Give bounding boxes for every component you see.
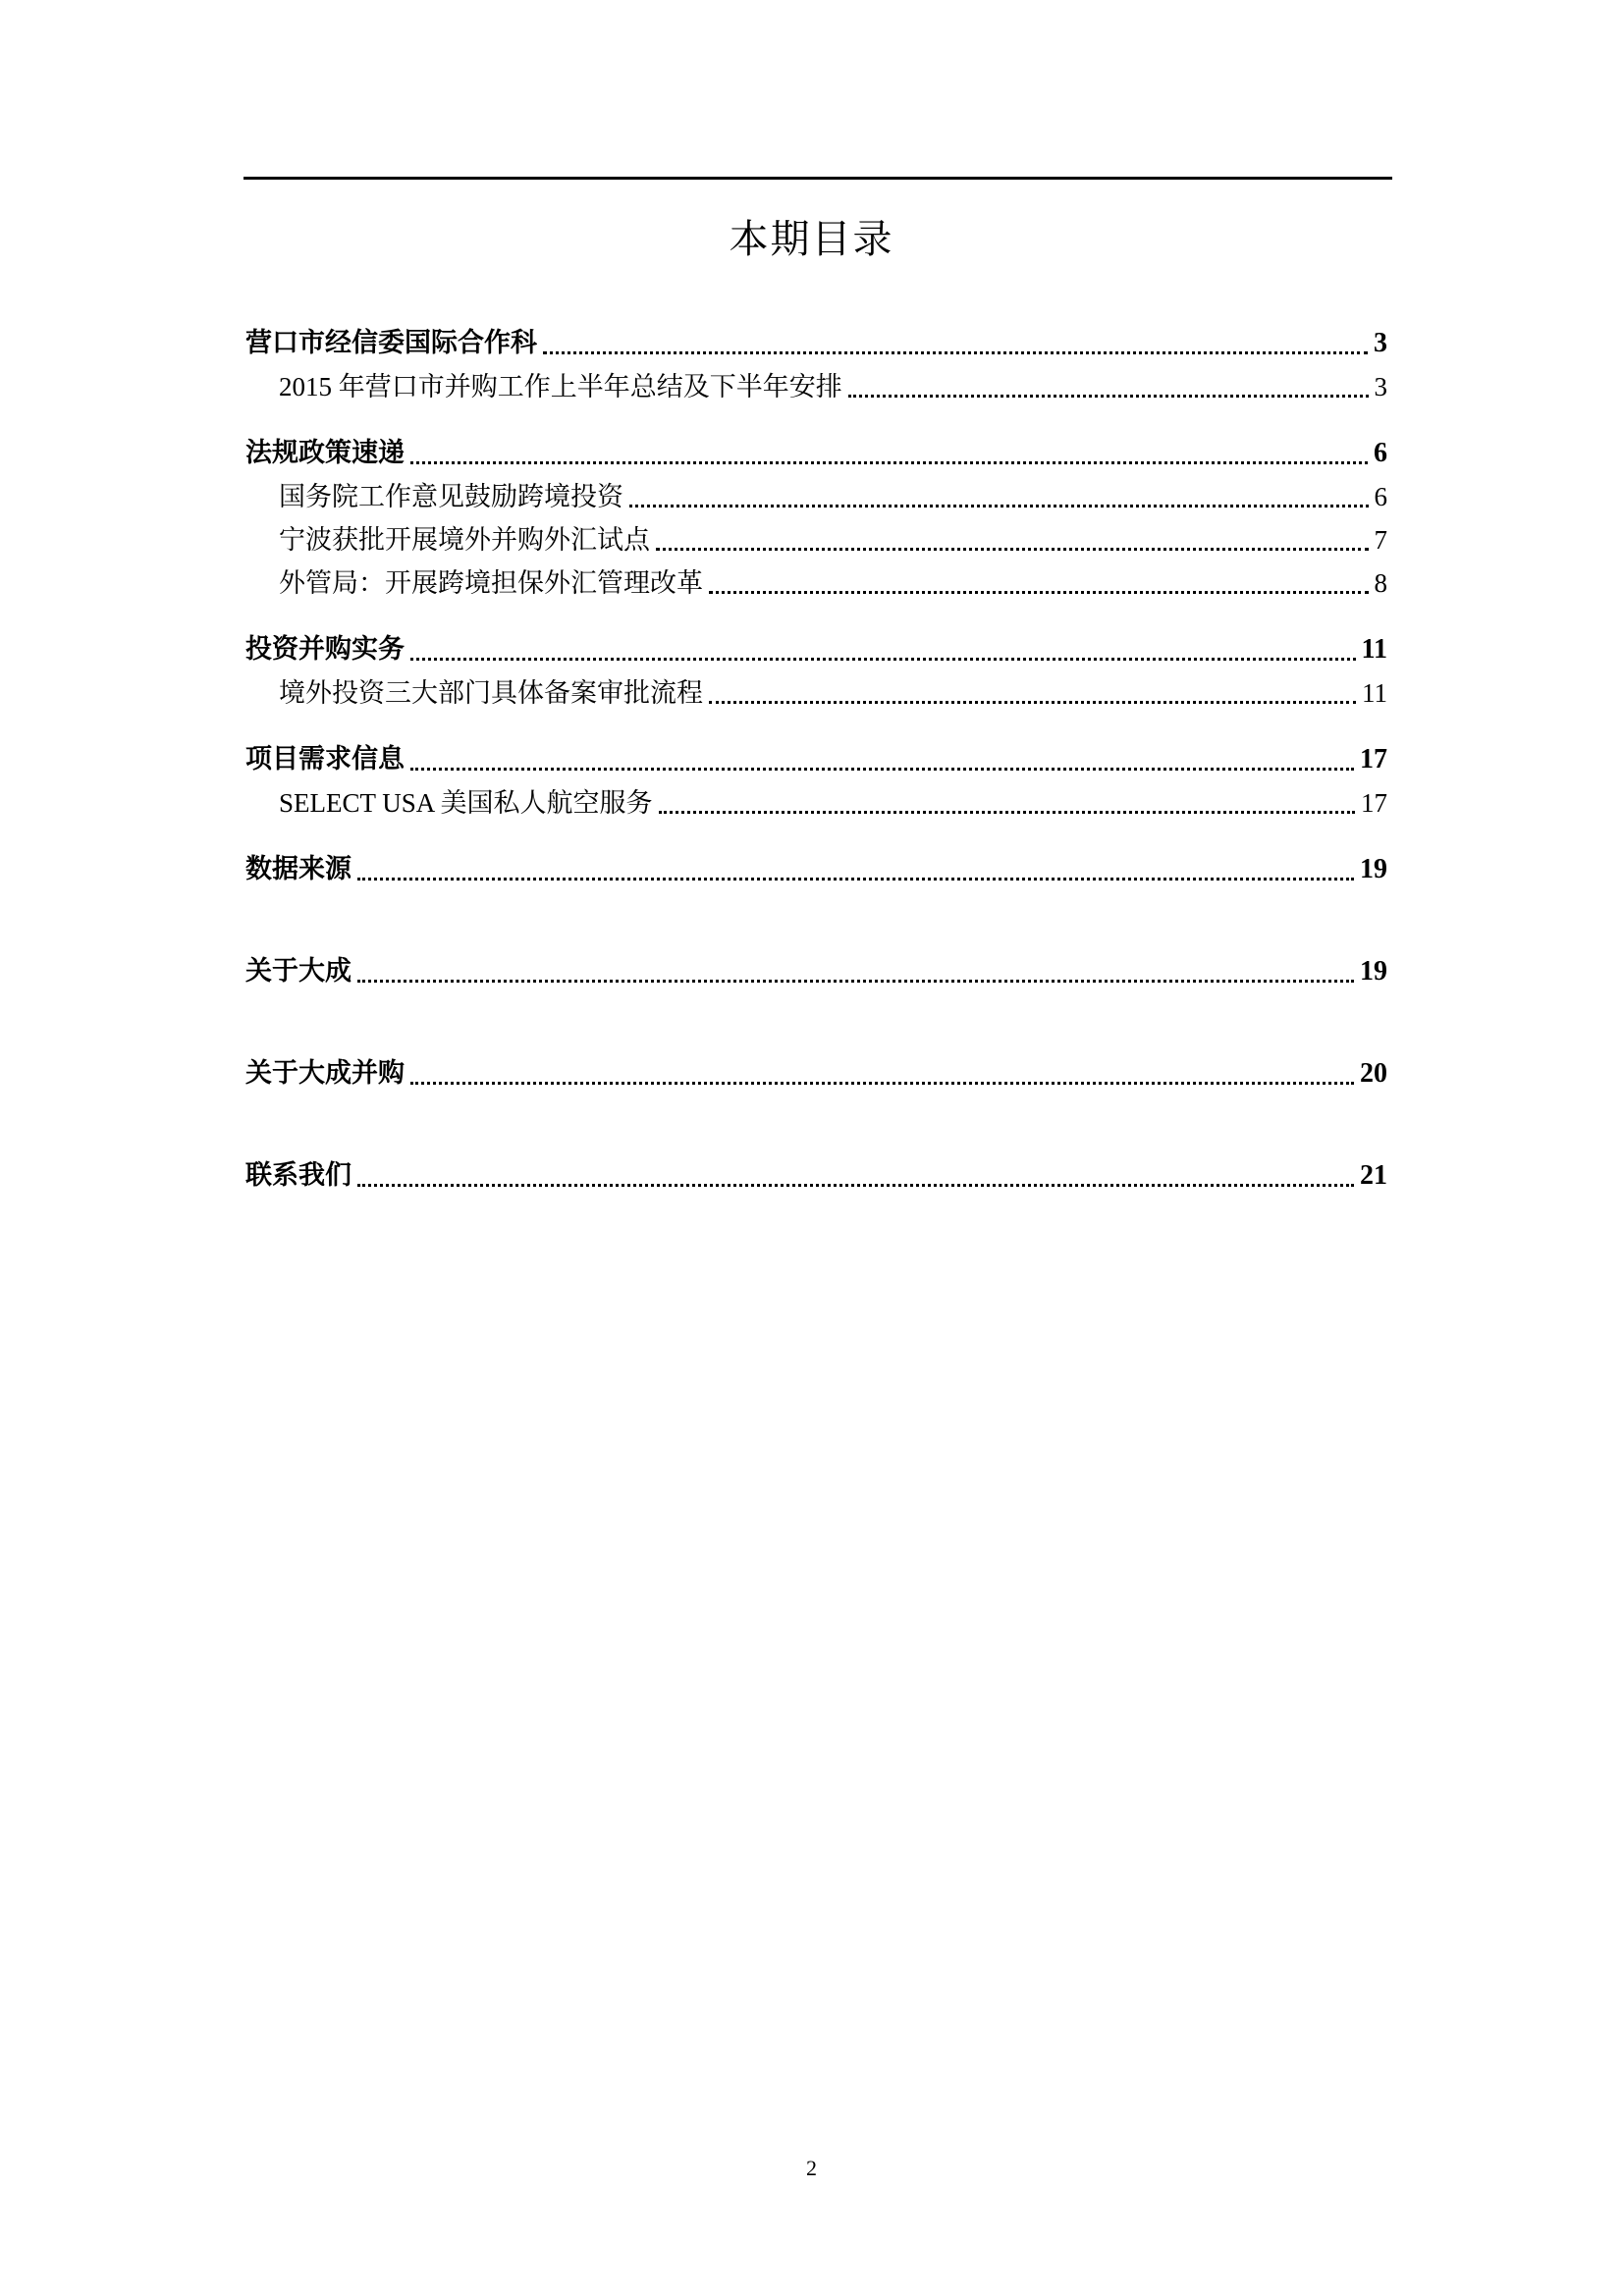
dot-leader — [656, 548, 1369, 551]
toc-section — [245, 1052, 1387, 1095]
page-number: 2 — [806, 2156, 817, 2180]
toc-section — [245, 738, 1387, 825]
toc-subentry-title: SELECT USA 美国私人航空服务 — [279, 788, 653, 818]
toc-subentry[interactable] — [245, 671, 1387, 715]
toc-subentry[interactable] — [245, 365, 1387, 408]
header-rule — [243, 177, 1392, 180]
toc-entry-title: 数据来源 — [245, 854, 352, 884]
toc-entry-title: 营口市经信委国际合作科 — [245, 328, 537, 358]
toc-entry-title: 项目需求信息 — [245, 744, 405, 774]
toc-subentry-title: 外管局：开展跨境担保外汇管理改革 — [279, 568, 703, 598]
dot-leader — [410, 658, 1356, 661]
toc-subentry[interactable] — [245, 561, 1387, 605]
toc-section — [245, 628, 1387, 715]
dot-leader — [410, 1082, 1354, 1085]
toc-entry-page: 6 — [1374, 438, 1387, 468]
toc-subentry-page: 8 — [1374, 568, 1387, 598]
toc-entry-page: 11 — [1361, 634, 1387, 665]
toc-entry-page: 17 — [1360, 744, 1387, 774]
toc-entry[interactable] — [245, 950, 1387, 993]
toc-entry-title: 联系我们 — [245, 1160, 352, 1191]
toc-entry[interactable] — [245, 628, 1387, 671]
toc-subentry-page: 3 — [1374, 372, 1387, 401]
toc-entry[interactable] — [245, 1154, 1387, 1198]
toc-subentry-page: 17 — [1361, 788, 1387, 818]
toc-section — [245, 432, 1387, 605]
dot-leader — [709, 701, 1356, 704]
page-title: 本期目录 — [729, 217, 894, 262]
dot-leader — [629, 505, 1369, 507]
toc-section — [245, 950, 1387, 993]
toc-subentry[interactable] — [245, 518, 1387, 561]
toc-entry-page: 19 — [1360, 956, 1387, 987]
toc-subentry-title: 境外投资三大部门具体备案审批流程 — [279, 678, 703, 708]
toc-entry-title: 关于大成并购 — [245, 1058, 405, 1089]
toc-entry-page: 3 — [1374, 328, 1387, 358]
toc-subentry[interactable] — [245, 781, 1387, 825]
toc-entry-title: 法规政策速递 — [245, 438, 405, 468]
dot-leader — [410, 768, 1354, 771]
dot-leader — [659, 811, 1355, 814]
toc-section — [245, 1154, 1387, 1198]
toc-entry[interactable] — [245, 322, 1387, 365]
toc-section — [245, 322, 1387, 408]
toc-subentry-title: 宁波获批开展境外并购外汇试点 — [279, 525, 650, 555]
toc-entry-page: 19 — [1360, 854, 1387, 884]
toc-subentry[interactable] — [245, 475, 1387, 518]
toc-subentry-page: 6 — [1374, 482, 1387, 511]
toc-entry[interactable] — [245, 738, 1387, 781]
dot-leader — [543, 351, 1368, 354]
toc-entry[interactable] — [245, 432, 1387, 475]
toc-entry[interactable] — [245, 1052, 1387, 1095]
toc-subentry-title: 国务院工作意见鼓励跨境投资 — [279, 482, 623, 511]
dot-leader — [357, 980, 1354, 983]
table-of-contents — [245, 322, 1387, 1221]
dot-leader — [848, 395, 1369, 398]
toc-subentry-page: 11 — [1362, 678, 1387, 708]
toc-subentry-page: 7 — [1374, 525, 1387, 555]
toc-subentry-title: 2015 年营口市并购工作上半年总结及下半年安排 — [279, 372, 842, 401]
toc-entry-page: 20 — [1360, 1058, 1387, 1089]
toc-entry-page: 21 — [1360, 1160, 1387, 1191]
toc-entry-title: 投资并购实务 — [245, 634, 405, 665]
dot-leader — [709, 591, 1369, 594]
toc-entry[interactable] — [245, 848, 1387, 891]
dot-leader — [410, 461, 1368, 464]
dot-leader — [357, 1184, 1354, 1187]
dot-leader — [357, 878, 1354, 881]
toc-entry-title: 关于大成 — [245, 956, 352, 987]
toc-section — [245, 848, 1387, 891]
